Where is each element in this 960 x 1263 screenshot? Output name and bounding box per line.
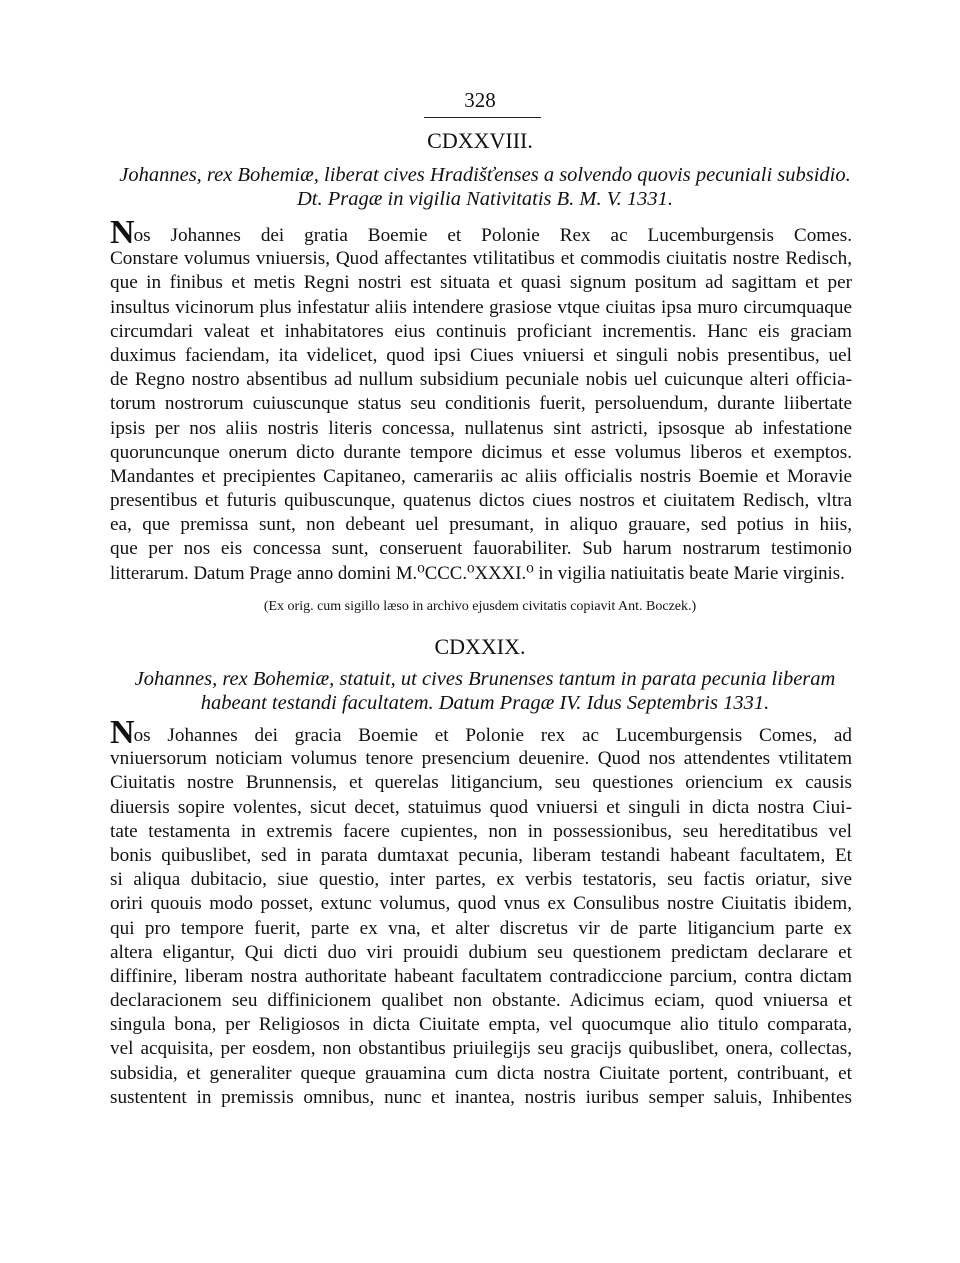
text-line: duximus faciendam, ita videlicet, quod ipsi Ciues vniuersi et singuli nobis presentibus, uel [110,344,852,366]
charter-heading [100,667,870,715]
source-note: (Ex orig. cum sigillo læso in archivo ejusdem civitatis copiavit Ant. Boczek.) [263,599,697,614]
text-line: declaracionem seu diffinicionem qualibet non obstante. Adicimus eciam, quod vniuersa et [110,990,852,1012]
charter-number: CDXXVIII. [427,128,533,153]
text-line: tate testamenta in extremis facere cupientes, non in possessionibus, seu hereditatibus vel [110,820,852,842]
text-line: vniuersorum noticiam volumus tenore presencium deuenire. Quod nos attendentes vtilitatem [110,748,852,770]
text-line: Ciuitatis nostre Brunnensis, et querelas litigancium, seu questiones oriencium ex causis [110,772,852,794]
charter-text [110,714,852,1110]
first-line-text: os Johannes dei gracia Boemie et Polonie rex ac Lucemburgensis Comes, ad [133,725,852,746]
charter-heading [100,163,870,211]
text-line: subsidia, et generaliter queque grauamina cum dicta nostra Ciuitate portent, contribuant, et [110,1062,852,1084]
text-line: de Regno nostro absentibus ad nullum subsidium pecuniale nobis uel cuicunque alteri officia- [110,369,852,391]
text-line: diuersis sopire volentes, sicut decet, statuimus quod vniuersi et singuli in dicta nostra Ciui- [110,796,852,818]
text-line: si aliqua dubitacio, siue questio, inter partes, ex verbis testatoris, seu factis oriatur, sive [110,869,852,891]
heading-line: Johannes, rex Bohemiæ, statuit, ut cives Brunenses tantum in parata pecunia liberam [134,668,836,690]
text-line: vel acquisita, per eosdem, non obstantibus priuilegijs seu gracijs quibuslibet, onera, collectas, [110,1038,852,1060]
page-number: 328 [464,88,496,112]
text-line: qui pro tempore fuerit, parte ex vna, et alter discretus vir de parte litigancium parte ex [110,917,852,939]
text-line: singula bona, per Religiosos in dicta Ciuitate empta, vel quocumque alio titulo comparata, [110,1014,852,1036]
text-line: ea, que premissa sunt, non debeant uel presumant, in aliquo grauare, sed potius in hiis, [110,514,852,536]
text-line: torum nostrorum cuiuscunque status seu conditionis fuerit, persoluendum, durante liibertate [110,393,852,415]
first-line-text: os Johannes dei gratia Boemie et Polonie Rex ac Lucemburgensis Comes. [133,225,852,246]
text-line: diffinire, liberam nostra authoritate habeant facultatem contradiccione parcium, contra dictam [110,965,852,987]
heading-line: habeant testandi facultatem. Datum Pragæ IV. Idus Septembris 1331. [200,692,770,714]
text-line: que in finibus et metis Regni nostri est situata et quasi signum positum ad sagittam et per [110,272,852,294]
charter-text [110,214,852,586]
text-line: insultus vicinorum plus infestatur aliis intendere grasiose vtque ciuitas ipsa muro circumquaque [110,296,852,318]
charter-number: CDXXIX. [434,634,526,659]
text-line: oriri quouis modo posset, extunc volumus, quod vnus ex Consulibus nostre Ciuitatis ibidem, [110,893,852,915]
initial-letter: N [110,214,134,251]
text-line: Constare volumus vniuersis, Quod affectantes vtilitatibus et commodis ciuitatis nostre Redisch, [110,248,852,270]
text-line: presentibus et futuris quibuscunque, quatenus dictos ciues nostros et ciuitatem Redisch, vltra [110,490,852,512]
text-line: litterarum. Datum Prage anno domini M.⁰CCC.⁰XXXI.⁰ in vigilia natiuitatis beate Marie virginis. [110,562,845,584]
text-line [110,214,852,251]
text-line: circumdari valeat et inhabitatores eius continuis proficiant incrementis. Hanc eis graciam [110,320,852,342]
header-rule [424,117,541,118]
text-line: sustentent in premissis omnibus, nunc et inantea, nostris iuribus semper saluis, Inhibentes [110,1086,852,1108]
text-line: altera eligantur, Qui dicti duo viri prouidi dubium seu questionem predictam declarare et [110,941,852,963]
text-line: quoruncunque onerum dicto durante tempore dicimus et esse volumus liberos et exemptos. [110,441,852,463]
heading-line: Johannes, rex Bohemiæ, liberat cives Hradišťenses a solvendo quovis pecuniali subsidio. [119,164,851,186]
text-line: ipsis per nos aliis nostris literis concessa, nullatenus sint astricti, ipsosque ab infestatione [110,417,852,439]
heading-line: Dt. Pragæ in vigilia Nativitatis B. M. V. 1331. [296,188,674,210]
initial-letter: N [110,714,134,751]
text-line: bonis quibuslibet, sed in parata dumtaxat pecunia, liberam testandi habeant facultatem, Et [110,844,852,866]
text-line: Mandantes et precipientes Capitaneo, camerariis ac aliis officialis nostris Boemie et Moravie [110,465,852,487]
text-line: que per nos eis concessa sunt, conseruent fauorabiliter. Sub harum nostrarum testimonio [110,538,852,560]
text-line [110,714,852,751]
